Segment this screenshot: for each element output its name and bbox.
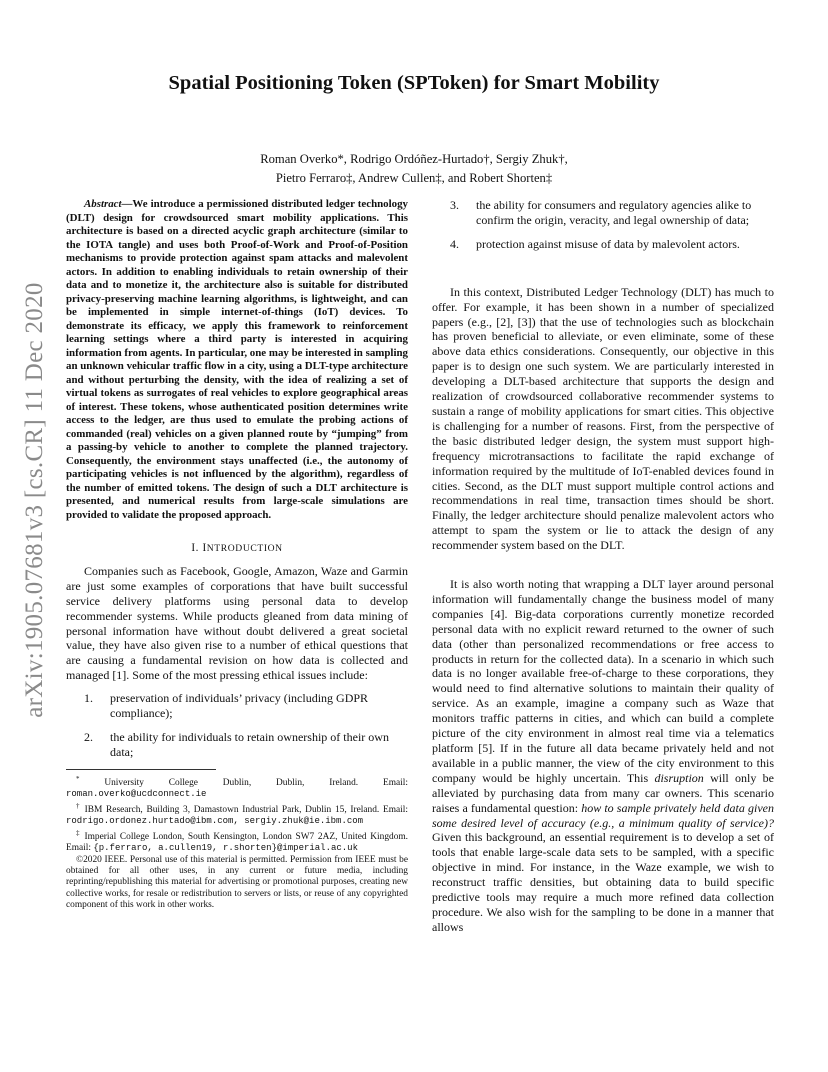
section-numeral: I. — [191, 542, 203, 554]
abstract-text: —We introduce a permissioned distributed ledger technology (DLT) design for crowdsourced smart mobility applications. This architecture is based on a directed acyclic graph architecture (similar to the IOTA tangle) and uses both Proof-of-Work and Proof-of-Position mechanisms to provide protection against spam attacks and malevolent actors. In addition to enabling individuals to retain ownership of their data and to monetize it, the architecture also is suitable for distributed privacy-preserving machine learning algorithms, is lightweight, and can be implemented in simple internet-of-things (IoT) devices. To demonstrate its efficacy, we apply this framework to reinforcement learning settings where a third party is interested in acquiring information from agents. In particular, one may be interested in sampling an unknown vehicular traffic flow in a city, using a DLT-type architecture and without perturbing the density, with the idea of realizing a set of virtual tokens as surrogates of real vehicles to explore geographical areas of interest. These tokens, whose authenticated position determines write access to the ledger, are thus used to emulate the probing actions of commanded (real) vehicles on a given planned route by “jumping” from a passing-by vehicle to another to complete the planned trajectory. Consequently, the environment stays unaffected (i.e., the autonomy of participating vehicles is not influenced by the algorithm), regardless of the number of emitted tokens. The design of such a DLT architecture is presented, and numerical results from large-scale simulations are provided to validate the proposed approach. — [66, 198, 408, 521]
list-item — [66, 691, 408, 721]
list-item — [432, 198, 774, 228]
footnote-mark: † — [76, 801, 81, 810]
list-item-number: 3. — [450, 198, 459, 212]
arxiv-stamp-text: arXiv:1905.07681v3 [cs.CR] 11 Dec 2020 — [21, 282, 48, 718]
text-run: It is also worth noting that wrapping a DLT layer around personal information will fundamentally change the business model of many companies [4]. Big-data corporations currently monetize recorded personal data with no explicit reward returned to the owner of such data (other than personalized recommendations or free access to products in return for the collected data). In a scenario in which such data is no longer available free-of-charge to these corporations, they would need to find alternative solutions to maintain their quality of service. As an example, imagine a company such as Waze that monitors traffic patterns in cities, and which can build a complete picture of the city environment in almost real time via a telematics platform [5]. If in the future all data became privately held and not available in a public manner, the view of the city environment to this company would be highly uncertain. This — [432, 577, 774, 785]
author-line-1: Roman Overko*, Rodrigo Ordóñez-Hurtado†, Sergiy Zhuk†, — [260, 152, 568, 166]
text-run: Given this background, an essential requirement is to develop a set of tools that enable large-scale data sets to be sampled, with a specific objective in mind. For instance, in the Waze example, we wish to reconstruct traffic densities, but obtaining data to build specific predictive tools may require a much more refined data collection procedure. We also wish for the sampling to be done in a manner that allows — [432, 830, 774, 934]
ethical-issues-list-b — [432, 198, 774, 252]
list-item-text: the ability for consumers and regulatory agencies alike to confirm the origin, veracity, and legal ownership of data; — [476, 198, 752, 227]
right-paragraph-1: In this context, Distributed Ledger Technology (DLT) has much to offer. For example, it has been shown in a number of specialized papers (e.g., [2], [3]) that the use of technologies such as blockchain has proven beneficial to alleviate, or even eliminate, some of these above data ethics considerations. Consequently, our objective in this paper is to design one such system. We are particularly interested in developing a DLT-based architecture that supports the design and realization of crowdsourced collaborative recommender systems to sustain a range of mobility applications for smart cities. This objective is challenging for a number of reasons. First, from the perspective of the basic distributed ledger design, the system must support high-frequency microtransactions to facilitate the rapid exchange of information required by the multitude of IoT-enabled devices found in cities. Second, as the DLT must support multiple control actions and recommendations in real time, transaction times should be short. Finally, the ledger architecture should penalize malevolent actors who attempt to spam the system or lie to attack the design of any recommender system based on the DLT. — [432, 284, 774, 553]
emphasis-question: how to sample privately held data given some desired level of accuracy (e.g., a minimum quality of service)? — [432, 800, 774, 830]
footnote-3 — [66, 828, 408, 855]
footnote-mark: ‡ — [76, 828, 81, 837]
arxiv-stamp — [10, 240, 60, 760]
abstract — [66, 198, 408, 522]
footnote-rule — [66, 769, 216, 770]
list-item-number: 2. — [84, 729, 93, 744]
footnote-email: roman.overko@ucdconnect.ie — [66, 789, 207, 800]
copyright-notice: ©2020 IEEE. Personal use of this material is permitted. Permission from IEEE must be obtained for all other uses, in any current or future media, including reprinting/republishing this material for advertising or promotional purposes, creating new collective works, for resale or redistribution to servers or lists, or reuse of any copyrighted component of this work in other works. — [66, 854, 408, 911]
left-column — [66, 198, 408, 912]
paragraph-gap — [432, 553, 774, 577]
list-item-text: the ability for individuals to retain ownership of their own data; — [110, 729, 389, 759]
paragraph-gap — [432, 261, 774, 285]
section-rest-letters: NTRODUCTION — [206, 543, 283, 554]
footnote-2 — [66, 801, 408, 828]
list-item-text: preservation of individuals’ privacy (including GDPR compliance); — [110, 691, 369, 721]
footnote-text: University College Dublin, Dublin, Ireland. Email: — [79, 777, 408, 788]
footnote-email: rodrigo.ordonez.hurtado@ibm.com, sergiy.zhuk@ie.ibm.com — [66, 816, 364, 827]
section-first-letter: I — [202, 542, 207, 554]
text-run: will only be alleviated by purchasing data from many car owners. This scenario raises a fundamental question: — [432, 770, 775, 815]
section-heading-introduction — [66, 541, 408, 557]
list-item-number: 1. — [84, 691, 93, 706]
paper-title: Spatial Positioning Token (SPToken) for Smart Mobility — [168, 72, 660, 94]
footnote-text: IBM Research, Building 3, Damastown Industrial Park, Dublin 15, Ireland. Email: — [80, 804, 408, 815]
list-item-number: 4. — [450, 236, 459, 251]
emphasis-disruption: disruption — [654, 770, 704, 785]
list-item-text: protection against misuse of data by malevolent actors. — [476, 236, 740, 251]
footnote-email: {p.ferraro, a.cullen19, r.shorten}@imperial.ac.uk — [93, 843, 358, 854]
intro-paragraph-1: Companies such as Facebook, Google, Amazon, Waze and Garmin are just some examples of corporations that have built successful service delivery platforms using personal data to develop recommender systems. While products gleaned from data mining of personal information have without doubt delivered a great societal value, they have also given rise to a number of ethical questions that are causing a fundamental revision on how data is collected and managed [1]. Some of the most pressing ethical issues include: — [66, 563, 408, 683]
list-item — [432, 237, 774, 252]
author-list — [150, 150, 678, 188]
ethical-issues-list-a — [66, 691, 408, 760]
footnote-mark: * — [76, 774, 80, 783]
footnote-text: Imperial College London, South Kensington, London SW7 2AZ, United Kingdom. Email: — [66, 831, 409, 854]
footnote-1 — [66, 774, 408, 801]
right-paragraph-2 — [432, 577, 774, 935]
list-item — [66, 730, 408, 760]
right-column — [432, 198, 774, 935]
abstract-label: Abstract — [84, 198, 122, 210]
author-line-2: Pietro Ferraro‡, Andrew Cullen‡, and Robert Shorten‡ — [275, 171, 553, 185]
